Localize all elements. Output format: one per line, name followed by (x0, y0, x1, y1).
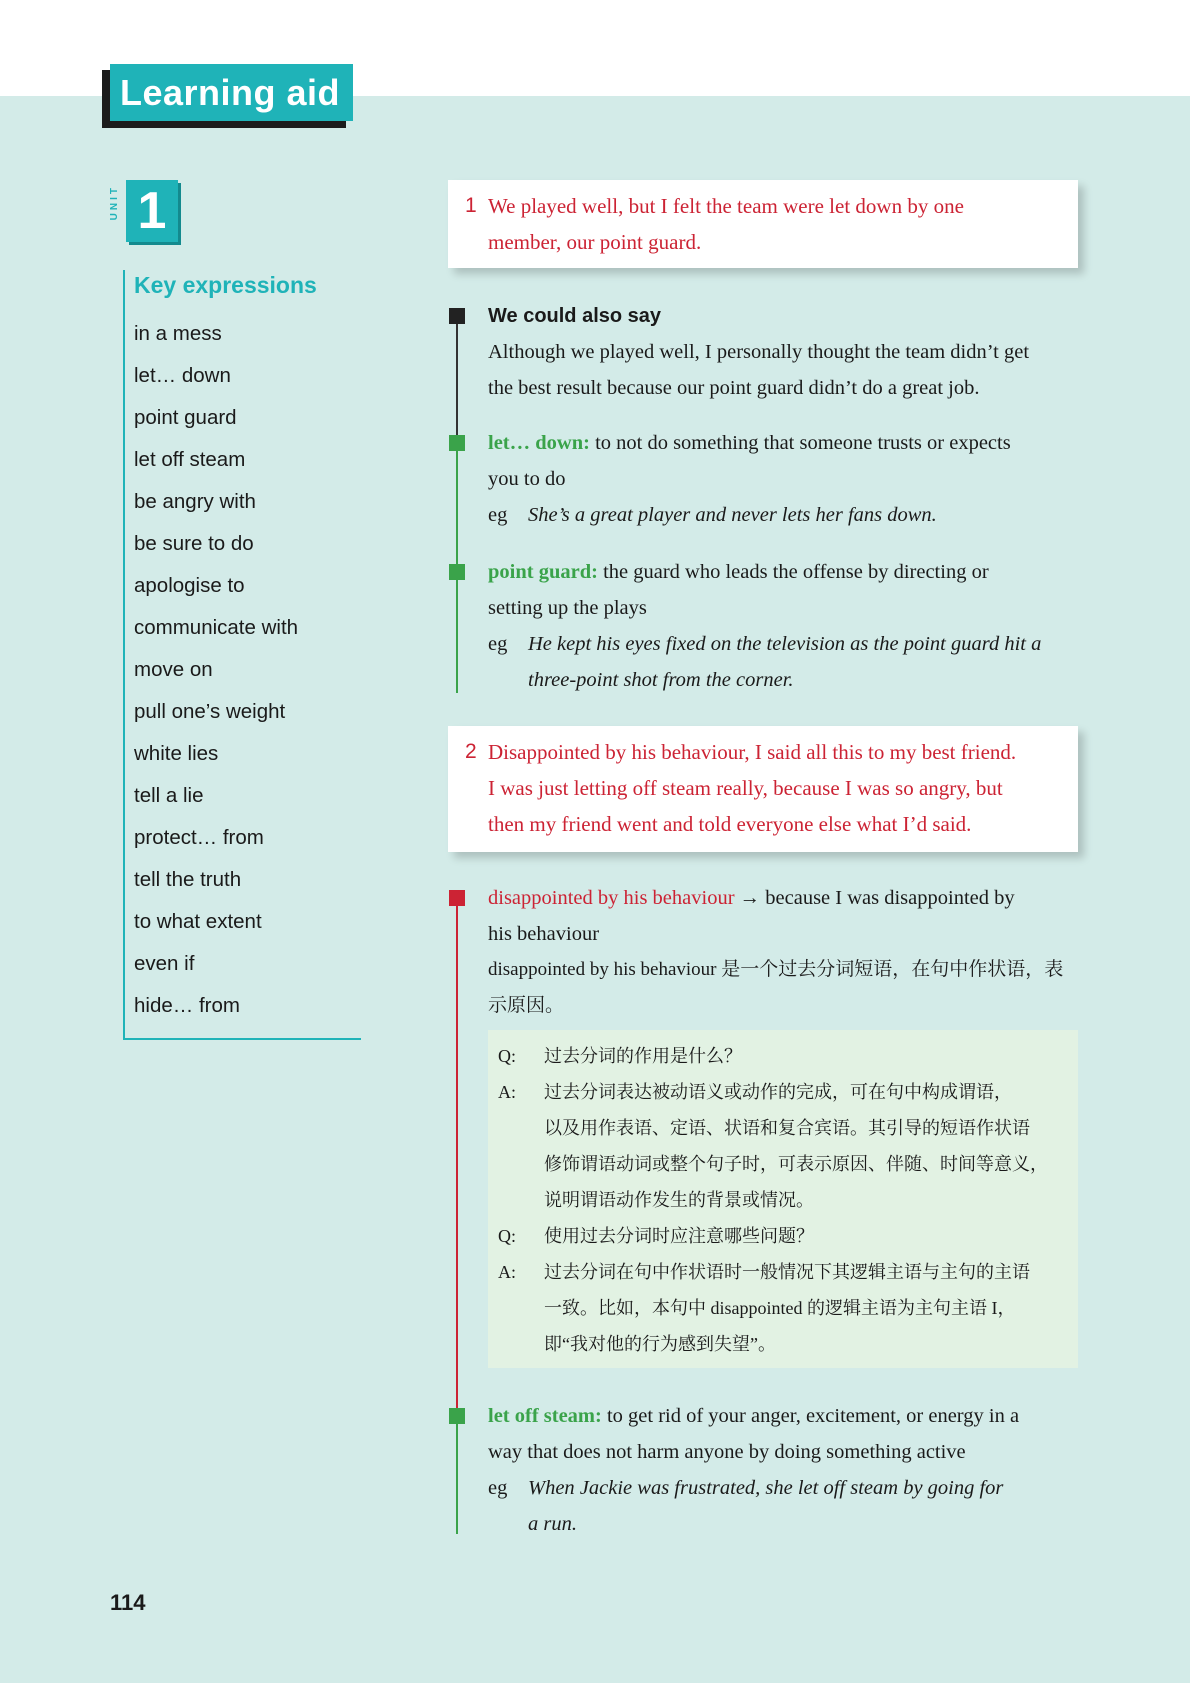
eg-text: He kept his eyes fixed on the television as the point guard hit a (528, 633, 1042, 655)
key-expression-item: let off steam (134, 448, 246, 471)
vocab-definition (488, 1398, 1088, 1434)
key-expression-item: move on (134, 658, 213, 681)
key-expression-item: let… down (134, 364, 231, 387)
qa-label: Q: (498, 1226, 516, 1246)
vocab-pointguard (488, 554, 1088, 626)
eg-text-cont: three-point shot from the corner. (528, 669, 794, 691)
grammar-note: disappointed by his behaviour 是一个过去分词短语，在句中作状语，表 (488, 959, 1064, 980)
card-text (488, 188, 1048, 260)
key-expression-item: protect… from (134, 826, 264, 849)
qa-text: 说明谓语动作发生的背景或情况。 (544, 1190, 814, 1210)
key-expression-item: tell a lie (134, 784, 204, 807)
card-number: 2 (465, 740, 477, 763)
qa-text: 一致。比如，本句中 disappointed 的逻辑主语为主句主语 I， (544, 1298, 1016, 1318)
key-expression-item: in a mess (134, 322, 222, 345)
key-expression-item: even if (134, 952, 195, 975)
vocab-definition (488, 554, 1088, 590)
key-expressions-title: Key expressions (134, 272, 317, 298)
qa-text: 以及用作表语、定语、状语和复合宾语。其引导的短语作状语 (544, 1118, 1030, 1138)
unit-number: 1 (126, 180, 178, 242)
grammar-disappointed (488, 880, 1088, 1024)
grammar-note: 示原因。 (488, 995, 565, 1016)
page-number: 114 (110, 1590, 146, 1615)
vocab-def-cont: setting up the plays (488, 597, 647, 619)
vocab-def-cont: you to do (488, 468, 566, 490)
bullet-square-dark (449, 308, 465, 324)
example-sentence-card-2 (448, 726, 1078, 852)
vocab-def: to get rid of your anger, excitement, or energy in a (601, 1405, 1020, 1427)
qa-text: 即“我对他的行为感到失望”。 (544, 1334, 776, 1354)
also-say-line: Although we played well, I personally thought the team didn’t get (488, 341, 1030, 363)
eg-label: eg (488, 1477, 508, 1499)
key-expression-item: hide… from (134, 994, 240, 1017)
grammar-def: → because I was disappointed by (734, 887, 1015, 909)
vocab-def: the guard who leads the offense by directing or (597, 561, 989, 583)
example-letoffsteam (488, 1470, 1088, 1542)
qa-label: Q: (498, 1046, 516, 1066)
connector-line-dark (456, 315, 458, 445)
bullet-square-green (449, 435, 465, 451)
key-expression-item: white lies (134, 742, 219, 765)
vocab-term: let off steam: (488, 1405, 602, 1427)
qa-label: A: (498, 1082, 516, 1102)
card-number: 1 (465, 194, 477, 217)
qa-text: 过去分词的作用是什么？ (544, 1046, 742, 1066)
vocab-letdown (488, 425, 1088, 497)
key-expression-item: to what extent (134, 910, 262, 933)
key-expressions-list (134, 316, 298, 1030)
key-expression-item: be sure to do (134, 532, 254, 555)
bullet-square-green (449, 564, 465, 580)
key-expression-item: pull one’s weight (134, 700, 286, 723)
card-line: then my friend went and told everyone else what I’d said. (488, 812, 972, 836)
example-pointguard (488, 626, 1088, 698)
bullet-square-green (449, 1408, 465, 1424)
card-line: member, our point guard. (488, 230, 702, 254)
card-line: We played well, but I felt the team were let down by one (488, 194, 964, 218)
card-text (488, 734, 1048, 842)
qa-box (488, 1030, 1078, 1368)
bullet-square-red (449, 890, 465, 906)
key-expression-item: be angry with (134, 490, 256, 513)
vocab-letoffsteam (488, 1398, 1088, 1470)
grammar-def-cont: his behaviour (488, 923, 600, 945)
key-expression-item: point guard (134, 406, 237, 429)
key-expression-item: communicate with (134, 616, 299, 639)
example-letdown (488, 497, 1088, 533)
unit-label (108, 185, 122, 225)
qa-text: 使用过去分词时应注意哪些问题？ (544, 1226, 814, 1246)
page-title: Learning aid (110, 64, 353, 121)
also-say-line: the best result because our point guard didn’t do a great job. (488, 377, 980, 399)
eg-text: When Jackie was frustrated, she let off steam by going for (528, 1477, 1004, 1499)
eg-label: eg (488, 633, 508, 655)
also-say-heading: We could also say (488, 305, 662, 327)
key-expression-item: apologise to (134, 574, 245, 597)
unit-label-text: UNIT (109, 185, 120, 221)
eg-label: eg (488, 504, 508, 526)
also-say-block (488, 298, 1088, 406)
card-line: I was just letting off steam really, because I was so angry, but (488, 776, 1003, 800)
connector-line-green (456, 1416, 458, 1534)
eg-text: She’s a great player and never lets her fans down. (528, 504, 937, 526)
qa-text: 修饰谓语动词或整个句子时，可表示原因、伴随、时间等意义， (544, 1154, 1048, 1174)
vocab-def-cont: way that does not harm anyone by doing something active (488, 1441, 966, 1463)
eg-text-cont: a run. (528, 1513, 577, 1535)
qa-label: A: (498, 1262, 516, 1282)
key-expression-item: tell the truth (134, 868, 242, 891)
vocab-term: point guard: (488, 561, 598, 583)
grammar-definition (488, 880, 1088, 916)
qa-text: 过去分词在句中作状语时一般情况下其逻辑主语与主句的主语 (544, 1262, 1030, 1282)
qa-text: 过去分词表达被动语义或动作的完成，可在句中构成谓语， (544, 1082, 1012, 1102)
example-sentence-card-1 (448, 180, 1078, 268)
grammar-term: disappointed by his behaviour (488, 887, 735, 909)
card-line: Disappointed by his behaviour, I said all this to my best friend. (488, 740, 1017, 764)
connector-line-red (456, 900, 458, 1416)
vocab-definition (488, 425, 1088, 461)
vocab-term: let… down: (488, 432, 590, 454)
vocab-def: to not do something that someone trusts or expects (589, 432, 1011, 454)
